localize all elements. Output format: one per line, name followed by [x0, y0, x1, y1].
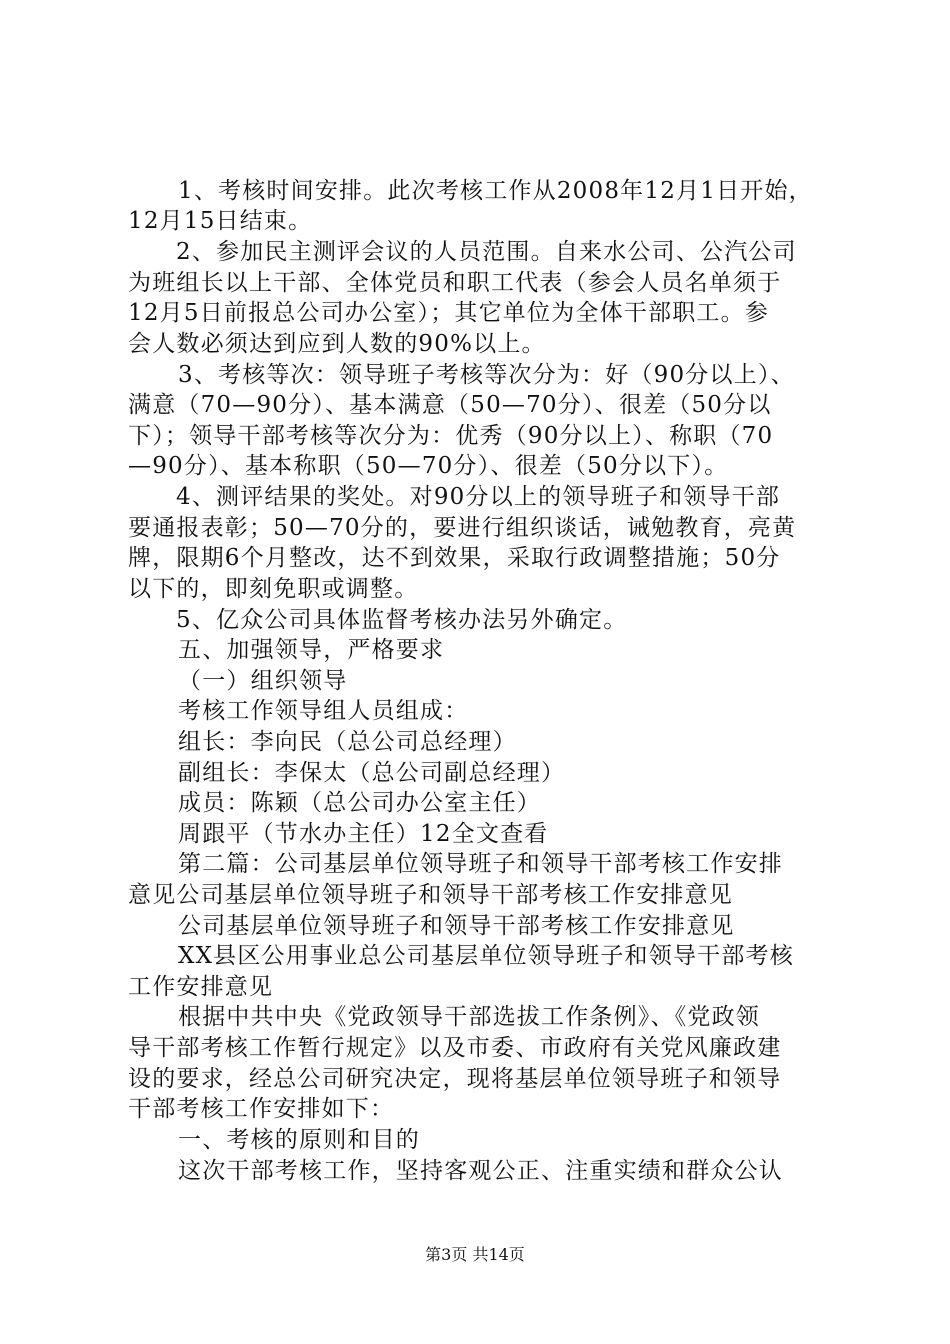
text-line: （一）组织领导 — [178, 668, 348, 694]
text-line: 以下的，即刻免职或调整。 — [128, 576, 419, 602]
text-line: 要通报表彰；50—70分的，要进行组织谈话，诫勉教育，亮黄 — [128, 515, 797, 541]
text-line: 公司基层单位领导班子和领导干部考核工作安排意见 — [178, 913, 735, 939]
text-line: 工作安排意见 — [128, 974, 274, 1000]
text-line: 副组长：李保太（总公司副总经理） — [178, 760, 566, 786]
text-line: 设的要求，经总公司研究决定，现将基层单位领导班子和领导 — [128, 1066, 782, 1092]
text-line: XX县区公用事业总公司基层单位领导班子和领导干部考核 — [178, 943, 794, 969]
text-line: 导干部考核工作暂行规定》以及市委、市政府有关党风廉政建 — [128, 1035, 782, 1061]
text-line: 12月15日结束。 — [128, 208, 313, 234]
text-line: 为班组长以上干部、全体党员和职工代表（参会人员名单须于 — [128, 270, 782, 296]
text-line: 一、考核的原则和目的 — [178, 1127, 420, 1153]
text-line: 2、参加民主测评会议的人员范围。自来水公司、公汽公司 — [176, 239, 797, 265]
text-line: 意见公司基层单位领导班子和领导干部考核工作安排意见 — [128, 882, 733, 908]
text-line: 会人数必须达到应到人数的90%以上。 — [128, 331, 546, 357]
text-line: 干部考核工作安排如下： — [128, 1096, 395, 1122]
text-line: 考核工作领导组人员组成： — [178, 698, 469, 724]
text-line: —90分）、基本称职（50—70分）、很差（50分以下）。 — [128, 453, 729, 479]
text-line: 牌，限期6个月整改，达不到效果，采取行政调整措施；50分 — [128, 545, 781, 571]
text-line: 满意（70—90分）、基本满意（50—70分）、很差（50分以 — [128, 392, 772, 418]
text-line: 组长：李向民（总公司总经理） — [178, 729, 517, 755]
text-line: 这次干部考核工作，坚持客观公正、注重实绩和群众公认 — [178, 1158, 783, 1184]
text-line: 1、考核时间安排。此次考核工作从2008年12月1日开始， — [178, 178, 813, 204]
text-line: 根据中共中央《党政领导干部选拔工作条例》、《党政领 — [178, 1004, 760, 1030]
text-line: 3、考核等次：领导班子考核等次分为：好（90分以上）、 — [178, 362, 795, 388]
text-line: 五、加强领导，严格要求 — [178, 637, 445, 663]
text-line: 下）；领导干部考核等次分为：优秀（90分以上）、称职（70 — [128, 423, 774, 449]
text-line: 4、测评结果的奖处。对90分以上的领导班子和领导干部 — [176, 484, 781, 510]
page-number: 第3页 共14页 — [425, 1245, 525, 1264]
text-line: 第二篇：公司基层单位领导班子和领导干部考核工作安排 — [178, 851, 783, 877]
text-line: 周跟平（节水办主任）12全文查看 — [178, 821, 549, 847]
text-line: 成员：陈颖（总公司办公室主任） — [178, 790, 541, 816]
text-line: 12月5日前报总公司办公室）；其它单位为全体干部职工。参 — [128, 300, 769, 326]
text-line: 5、亿众公司具体监督考核办法另外确定。 — [176, 607, 628, 633]
